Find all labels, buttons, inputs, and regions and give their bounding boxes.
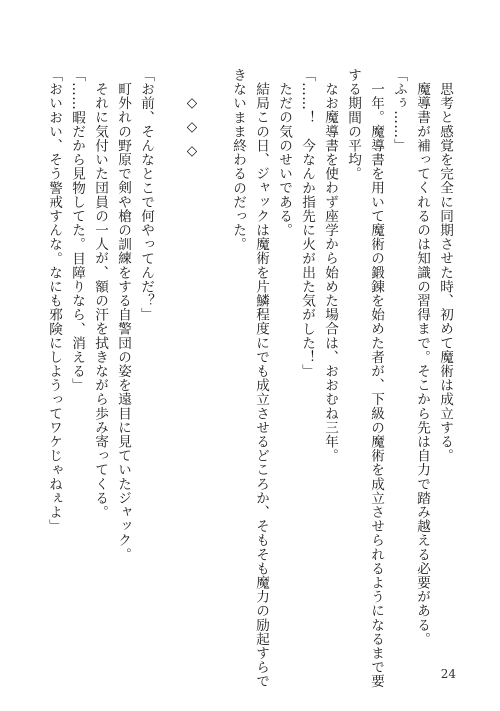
text-line: 魔導書が補ってくれるのは知識の習得まで。そこから先は自力で踏み越える必要がある。 <box>414 81 430 646</box>
text-line: 結局この日、ジャックは魔術を片鱗程度にでも成立させるどころか、そもそも魔力の励起すらで <box>253 81 269 688</box>
dialogue-line: 「お前、そんなとこで何やってんだ？」 <box>138 68 154 322</box>
blank-line <box>157 68 180 653</box>
dialogue-line: 「……！ 今なんか指先に火が出た気がした！」 <box>299 68 315 379</box>
dialogue-line: 「ふぅ……」 <box>391 68 407 153</box>
text-line: 町外れの野原で剣や槍の訓練をする自警団の姿を遠目に見ていたジャック。 <box>115 81 131 561</box>
page-number: 24 <box>440 667 456 681</box>
text-line: 思考と感覚を完全に同期させた時、初めて魔術は成立する。 <box>437 81 453 463</box>
blank-line <box>203 68 226 653</box>
text-line: きないまま終わるのだった。 <box>230 68 246 252</box>
dialogue-line: 「……暇だから見物してた。目障りなら、消える」 <box>69 68 85 393</box>
scene-break-marker: ◇◇◇ <box>184 95 200 168</box>
text-line: する期間の平均。 <box>345 68 361 181</box>
dialogue-line: 「おいおい、そう警戒すんな。なにも邪険にしようってワケじゃねぇよ」 <box>46 68 62 534</box>
text-line: 一年。魔導書を用いて魔術の鍛錬を始めた者が、下級の魔術を成立させられるようになるまで要 <box>368 81 384 688</box>
text-line: それに気付いた団員の一人が、額の汗を拭きながら歩み寄ってくる。 <box>92 81 108 519</box>
text-line: ただの気のせいである。 <box>276 81 292 237</box>
text-line: なお魔導書を使わず座学から始めた場合は、おおむね三年。 <box>322 81 338 463</box>
